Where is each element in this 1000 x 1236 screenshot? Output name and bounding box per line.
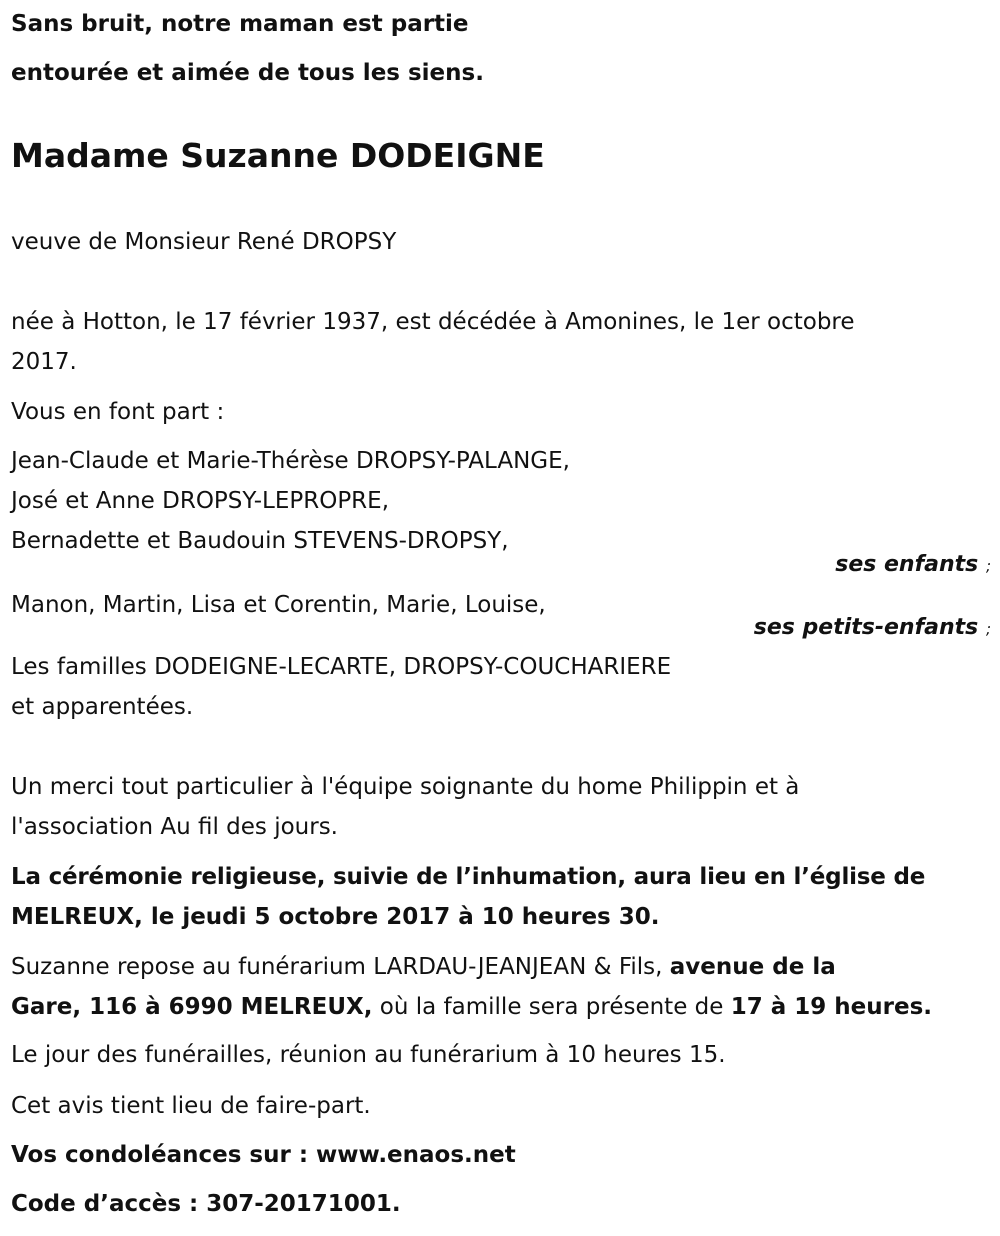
birth-death-line-2: 2017. [11, 349, 77, 375]
grandchildren-label-text: ses petits-enfants [753, 615, 979, 640]
rest-part-3: Gare, 116 à 6990 MELREUX, [11, 994, 373, 1020]
ceremony-line-2: MELREUX, le jeudi 5 octobre 2017 à 10 heures 30. [11, 904, 660, 930]
intro-line-1: Sans bruit, notre maman est partie [11, 11, 469, 37]
children-label-text: ses enfants [835, 552, 979, 577]
grandchildren-label-sep: ; [985, 620, 991, 638]
rest-part-4: où la famille sera présente de [372, 994, 731, 1020]
child-entry: José et Anne DROPSY-LEPROPRE, [11, 488, 390, 514]
notice-line: Cet avis tient lieu de faire-part. [11, 1093, 371, 1119]
child-entry: Jean-Claude et Marie-Thérèse DROPSY-PALANGE, [11, 448, 570, 474]
grandchildren-entry: Manon, Martin, Lisa et Corentin, Marie, Louise, [11, 592, 546, 618]
children-label [835, 550, 991, 581]
rest-part-5: 17 à 19 heures. [730, 994, 933, 1020]
thanks-line-2: l'association Au fil des jours. [11, 814, 338, 840]
ceremony-line-1: La cérémonie religieuse, suivie de l’inhumation, aura lieu en l’église de [11, 864, 926, 890]
deceased-name: Madame Suzanne DODEIGNE [11, 136, 545, 175]
announce-line: Vous en font part : [11, 399, 225, 425]
funeral-day-line: Le jour des funérailles, réunion au funérarium à 10 heures 15. [11, 1042, 726, 1068]
rest-part-1: Suzanne repose au funérarium LARDAU-JEANJEAN & Fils, [11, 954, 670, 980]
intro-line-2: entourée et aimée de tous les siens. [11, 60, 484, 86]
grandchildren-label [754, 613, 991, 644]
condolences-line: Vos condoléances sur : www.enaos.net [11, 1142, 516, 1168]
thanks-line-1: Un merci tout particulier à l'équipe soignante du home Philippin et à [11, 774, 800, 800]
rest-line-2 [11, 992, 932, 1022]
families-line-1: Les familles DODEIGNE-LECARTE, DROPSY-COUCHARIERE [11, 654, 672, 680]
rest-line-1 [11, 952, 836, 982]
access-code-line: Code d’accès : 307-20171001. [11, 1191, 401, 1217]
birth-death-line-1: née à Hotton, le 17 février 1937, est décédée à Amonines, le 1er octobre [11, 309, 855, 335]
rest-part-2: avenue de la [669, 954, 836, 980]
children-label-sep: ; [985, 557, 991, 575]
child-entry: Bernadette et Baudouin STEVENS-DROPSY, [11, 528, 509, 554]
families-line-2: et apparentées. [11, 694, 194, 720]
widow-line: veuve de Monsieur René DROPSY [11, 229, 397, 255]
